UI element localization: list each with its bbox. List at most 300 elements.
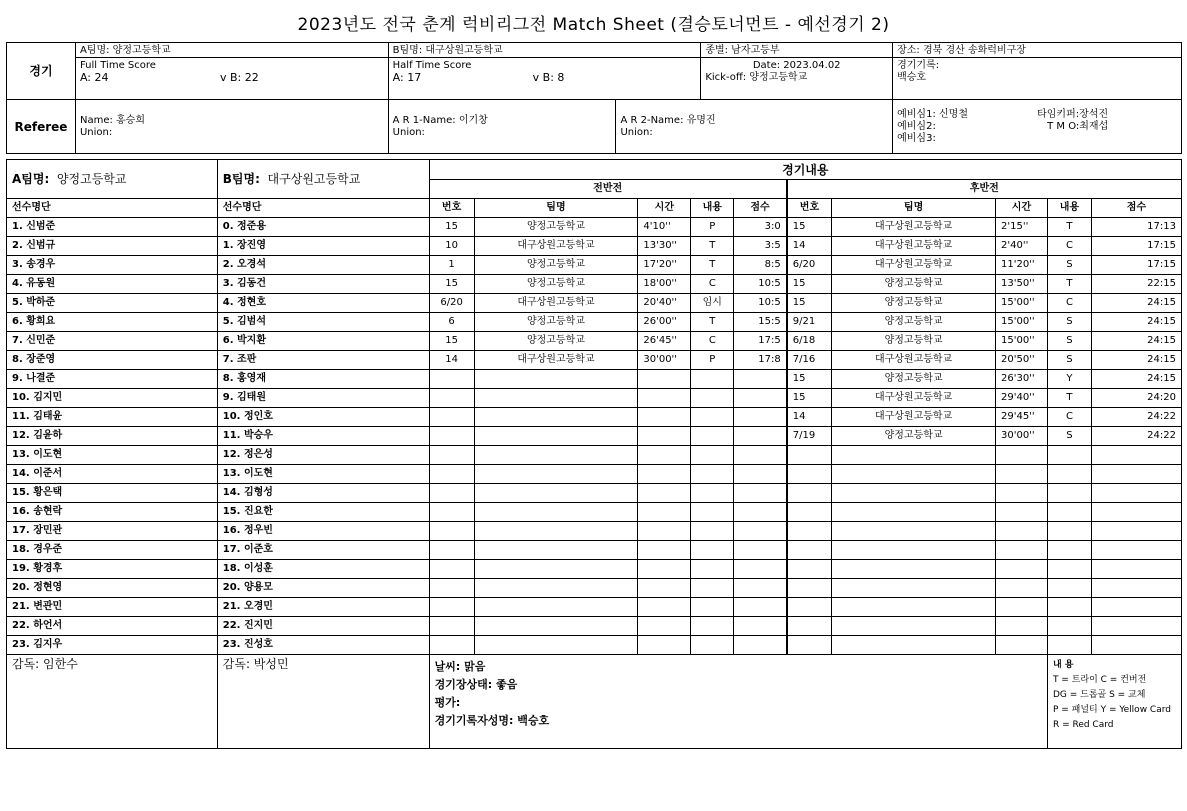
second-half-type: S bbox=[1047, 256, 1091, 275]
table-row bbox=[7, 598, 1182, 617]
first-half-score bbox=[734, 370, 787, 389]
second-half-time: 29'45'' bbox=[995, 408, 1047, 427]
first-half-type: T bbox=[691, 256, 734, 275]
first-half-no bbox=[429, 617, 474, 636]
team-b-info: B팀명: 대구상원고등학교 bbox=[388, 43, 701, 58]
first-half-score: 17:8 bbox=[734, 351, 787, 370]
player-b: 5. 김범석 bbox=[217, 313, 429, 332]
table-row bbox=[7, 465, 1182, 484]
first-half-team bbox=[474, 522, 638, 541]
second-half-no: 7/19 bbox=[787, 427, 832, 446]
ar1-name: A R 1-Name: 이기창 bbox=[392, 114, 488, 126]
player-b: 6. 박지환 bbox=[217, 332, 429, 351]
second-half-score bbox=[1091, 522, 1181, 541]
second-half-type: T bbox=[1047, 389, 1091, 408]
player-a: 23. 김지우 bbox=[7, 636, 218, 655]
second-half-col-team: 팀명 bbox=[832, 199, 996, 218]
second-half-time bbox=[995, 617, 1047, 636]
first-half-no bbox=[429, 636, 474, 655]
second-half-score: 17:15 bbox=[1091, 237, 1181, 256]
player-b: 4. 정현호 bbox=[217, 294, 429, 313]
player-b: 21. 오경민 bbox=[217, 598, 429, 617]
first-half-no bbox=[429, 446, 474, 465]
player-b: 16. 정우빈 bbox=[217, 522, 429, 541]
first-half-no bbox=[429, 370, 474, 389]
second-half-time bbox=[995, 503, 1047, 522]
first-half-no bbox=[429, 579, 474, 598]
second-half-team: 대구상원고등학교 bbox=[832, 351, 996, 370]
first-half-no bbox=[429, 503, 474, 522]
second-half-no bbox=[787, 560, 832, 579]
player-a: 8. 장준영 bbox=[7, 351, 218, 370]
player-b: 9. 김태원 bbox=[217, 389, 429, 408]
second-half-team: 양정고등학교 bbox=[832, 332, 996, 351]
referee-label: Referee bbox=[7, 100, 76, 154]
first-half-type bbox=[691, 579, 734, 598]
player-a: 22. 하언서 bbox=[7, 617, 218, 636]
second-half-time: 2'15'' bbox=[995, 218, 1047, 237]
ar1-info bbox=[388, 100, 616, 154]
second-half-type bbox=[1047, 503, 1091, 522]
second-half-time bbox=[995, 636, 1047, 655]
second-half-no bbox=[787, 636, 832, 655]
first-half-team bbox=[474, 503, 638, 522]
first-half-score bbox=[734, 522, 787, 541]
first-half-no: 10 bbox=[429, 237, 474, 256]
table-row bbox=[7, 351, 1182, 370]
first-half-score bbox=[734, 503, 787, 522]
player-b: 1. 장진영 bbox=[217, 237, 429, 256]
player-a: 13. 이도현 bbox=[7, 446, 218, 465]
first-half-time: 26'45'' bbox=[638, 332, 691, 351]
field-condition: 경기장상태: 좋음 bbox=[434, 678, 518, 691]
first-half-no: 6/20 bbox=[429, 294, 474, 313]
first-half-type: 임시 bbox=[691, 294, 734, 313]
half-time-label: Half Time Score bbox=[392, 60, 472, 71]
second-half-team: 대구상원고등학교 bbox=[832, 389, 996, 408]
table-row bbox=[7, 522, 1182, 541]
second-half-team bbox=[832, 522, 996, 541]
first-half-type bbox=[691, 484, 734, 503]
second-half-score: 24:22 bbox=[1091, 408, 1181, 427]
first-half-col-type: 내용 bbox=[691, 199, 734, 218]
table-row bbox=[7, 294, 1182, 313]
half-time-score bbox=[388, 58, 701, 100]
second-half-team bbox=[832, 579, 996, 598]
first-half-type bbox=[691, 636, 734, 655]
first-half-no: 14 bbox=[429, 351, 474, 370]
match-notes bbox=[429, 655, 1047, 749]
full-time-a: A: 24 bbox=[79, 71, 109, 84]
first-half-team: 대구상원고등학교 bbox=[474, 237, 638, 256]
second-half-no: 14 bbox=[787, 408, 832, 427]
second-half-type: Y bbox=[1047, 370, 1091, 389]
second-half-team: 양정고등학교 bbox=[832, 294, 996, 313]
reserve-info bbox=[893, 100, 1182, 154]
player-a: 14. 이준서 bbox=[7, 465, 218, 484]
first-half-score: 3:5 bbox=[734, 237, 787, 256]
first-half-team: 양정고등학교 bbox=[474, 218, 638, 237]
legend-line-2: DG = 드롭골 S = 교체 bbox=[1052, 690, 1146, 700]
first-half-type bbox=[691, 389, 734, 408]
second-half-time bbox=[995, 522, 1047, 541]
player-a: 18. 경우준 bbox=[7, 541, 218, 560]
second-half-type bbox=[1047, 579, 1091, 598]
player-a: 15. 황은택 bbox=[7, 484, 218, 503]
first-half-team bbox=[474, 370, 638, 389]
table-row bbox=[7, 503, 1182, 522]
first-half-score bbox=[734, 427, 787, 446]
first-half-type: P bbox=[691, 218, 734, 237]
full-time-label: Full Time Score bbox=[79, 60, 156, 71]
second-half-type: T bbox=[1047, 275, 1091, 294]
second-half-type bbox=[1047, 541, 1091, 560]
first-half-time bbox=[638, 446, 691, 465]
player-b: 13. 이도현 bbox=[217, 465, 429, 484]
first-half-team bbox=[474, 465, 638, 484]
first-half-team bbox=[474, 636, 638, 655]
referee-union: Union: bbox=[79, 126, 113, 138]
second-half-type bbox=[1047, 560, 1091, 579]
second-half-time: 11'20'' bbox=[995, 256, 1047, 275]
second-half-type bbox=[1047, 598, 1091, 617]
table-row bbox=[7, 237, 1182, 256]
first-half-team bbox=[474, 617, 638, 636]
first-half-score: 10:5 bbox=[734, 275, 787, 294]
first-half-no bbox=[429, 408, 474, 427]
record-label: 경기기록: bbox=[897, 60, 940, 71]
first-half-team bbox=[474, 579, 638, 598]
first-half-score: 10:5 bbox=[734, 294, 787, 313]
table-row bbox=[7, 446, 1182, 465]
first-half-type bbox=[691, 446, 734, 465]
second-half-no bbox=[787, 446, 832, 465]
second-half-type bbox=[1047, 446, 1091, 465]
second-half-time bbox=[995, 579, 1047, 598]
first-half-type bbox=[691, 617, 734, 636]
first-half-score bbox=[734, 560, 787, 579]
first-half-type: T bbox=[691, 237, 734, 256]
first-half-team bbox=[474, 560, 638, 579]
first-half-time bbox=[638, 636, 691, 655]
second-half-team: 양정고등학교 bbox=[832, 313, 996, 332]
roster-events-table bbox=[6, 159, 1182, 749]
first-half-type bbox=[691, 541, 734, 560]
first-half-time: 17'20'' bbox=[638, 256, 691, 275]
table-row bbox=[7, 636, 1182, 655]
match-date: Date: 2023.04.02 bbox=[752, 60, 841, 71]
ar1-union: Union: bbox=[392, 126, 425, 138]
second-half-time: 20'50'' bbox=[995, 351, 1047, 370]
team-a-info: A팀명: 양정고등학교 bbox=[75, 43, 388, 58]
second-half-type: T bbox=[1047, 218, 1091, 237]
first-half-team bbox=[474, 484, 638, 503]
second-half-time: 15'00'' bbox=[995, 294, 1047, 313]
player-b: 23. 진성호 bbox=[217, 636, 429, 655]
timekeeper: 타임키퍼:장석진 bbox=[1037, 108, 1109, 120]
first-half-time bbox=[638, 598, 691, 617]
first-half-score bbox=[734, 465, 787, 484]
ar2-union: Union: bbox=[620, 126, 653, 138]
table-row bbox=[7, 408, 1182, 427]
first-half-type bbox=[691, 560, 734, 579]
player-a: 7. 신민준 bbox=[7, 332, 218, 351]
first-half-no bbox=[429, 522, 474, 541]
second-half-team: 대구상원고등학교 bbox=[832, 408, 996, 427]
first-half-no bbox=[429, 541, 474, 560]
second-half-type bbox=[1047, 484, 1091, 503]
second-half-team: 대구상원고등학교 bbox=[832, 218, 996, 237]
reserve-referee-1: 예비심1: 신명철 bbox=[897, 108, 968, 120]
events-section-label: 경기내용 bbox=[429, 160, 1181, 180]
venue-info: 장소: 경북 경산 송화럭비구장 bbox=[893, 43, 1182, 58]
tmo: T M O:최재섭 bbox=[1047, 120, 1109, 132]
team-b-label: B팀명: bbox=[222, 172, 260, 186]
first-half-time: 26'00'' bbox=[638, 313, 691, 332]
second-half-no: 15 bbox=[787, 370, 832, 389]
second-half-team: 대구상원고등학교 bbox=[832, 256, 996, 275]
first-half-type: C bbox=[691, 332, 734, 351]
first-half-time bbox=[638, 503, 691, 522]
first-half-time: 30'00'' bbox=[638, 351, 691, 370]
team-a-coach: 감독: 임한수 bbox=[7, 655, 218, 749]
table-row bbox=[7, 579, 1182, 598]
second-half-no bbox=[787, 579, 832, 598]
legend-line-4: R = Red Card bbox=[1052, 720, 1114, 730]
table-row bbox=[7, 332, 1182, 351]
player-a: 6. 황희요 bbox=[7, 313, 218, 332]
first-half-team: 양정고등학교 bbox=[474, 275, 638, 294]
first-half-type: C bbox=[691, 275, 734, 294]
first-half-no bbox=[429, 484, 474, 503]
player-a: 5. 박하준 bbox=[7, 294, 218, 313]
second-half-time bbox=[995, 560, 1047, 579]
second-half-score: 24:15 bbox=[1091, 351, 1181, 370]
first-half-team bbox=[474, 427, 638, 446]
second-half-team: 양정고등학교 bbox=[832, 427, 996, 446]
first-half-time: 13'30'' bbox=[638, 237, 691, 256]
date-kickoff bbox=[701, 58, 893, 100]
second-half-score bbox=[1091, 617, 1181, 636]
legend-title: 내 용 bbox=[1052, 660, 1074, 670]
reserve-referee-2: 예비심2: bbox=[897, 120, 936, 132]
first-half-time bbox=[638, 522, 691, 541]
second-half-team bbox=[832, 503, 996, 522]
first-half-team bbox=[474, 598, 638, 617]
first-half-score bbox=[734, 408, 787, 427]
player-a: 2. 신범규 bbox=[7, 237, 218, 256]
player-b: 0. 정준용 bbox=[217, 218, 429, 237]
player-a: 9. 나결준 bbox=[7, 370, 218, 389]
player-b: 3. 김동건 bbox=[217, 275, 429, 294]
first-half-team: 양정고등학교 bbox=[474, 256, 638, 275]
first-half-time: 18'00'' bbox=[638, 275, 691, 294]
second-half-time bbox=[995, 446, 1047, 465]
first-half-col-team: 팀명 bbox=[474, 199, 638, 218]
second-half-no: 14 bbox=[787, 237, 832, 256]
first-half-no: 15 bbox=[429, 332, 474, 351]
table-row bbox=[7, 370, 1182, 389]
player-list-label-a: 선수명단 bbox=[7, 199, 218, 218]
table-row bbox=[7, 560, 1182, 579]
player-a: 17. 장민관 bbox=[7, 522, 218, 541]
first-half-no bbox=[429, 427, 474, 446]
second-half-time: 2'40'' bbox=[995, 237, 1047, 256]
record-info bbox=[893, 58, 1182, 100]
second-half-score bbox=[1091, 636, 1181, 655]
first-half-no: 1 bbox=[429, 256, 474, 275]
first-half-score bbox=[734, 598, 787, 617]
first-half-no bbox=[429, 389, 474, 408]
player-b: 2. 오경석 bbox=[217, 256, 429, 275]
second-half-no bbox=[787, 541, 832, 560]
second-half-no: 15 bbox=[787, 218, 832, 237]
second-half-no bbox=[787, 484, 832, 503]
table-row bbox=[7, 541, 1182, 560]
first-half-time: 20'40'' bbox=[638, 294, 691, 313]
table-row bbox=[7, 256, 1182, 275]
second-half-label: 후반전 bbox=[787, 180, 1182, 199]
half-time-b: v B: 8 bbox=[532, 71, 565, 84]
second-half-score bbox=[1091, 541, 1181, 560]
rating: 평가: bbox=[434, 696, 461, 709]
first-half-type: T bbox=[691, 313, 734, 332]
second-half-type bbox=[1047, 617, 1091, 636]
table-row bbox=[7, 617, 1182, 636]
first-half-col-time: 시간 bbox=[638, 199, 691, 218]
second-half-type: S bbox=[1047, 332, 1091, 351]
second-half-score: 17:13 bbox=[1091, 218, 1181, 237]
second-half-team bbox=[832, 541, 996, 560]
first-half-type bbox=[691, 503, 734, 522]
second-half-type: S bbox=[1047, 351, 1091, 370]
kickoff-team: Kick-off: 양정고등학교 bbox=[705, 72, 808, 83]
second-half-score: 24:22 bbox=[1091, 427, 1181, 446]
ar2-name: A R 2-Name: 유명진 bbox=[620, 114, 716, 126]
ar2-info bbox=[616, 100, 893, 154]
first-half-team bbox=[474, 446, 638, 465]
first-half-type bbox=[691, 370, 734, 389]
second-half-time: 29'40'' bbox=[995, 389, 1047, 408]
first-half-score bbox=[734, 389, 787, 408]
second-half-score: 24:15 bbox=[1091, 370, 1181, 389]
player-a: 16. 송현락 bbox=[7, 503, 218, 522]
player-b: 14. 김형성 bbox=[217, 484, 429, 503]
half-time-a: A: 17 bbox=[392, 71, 422, 84]
table-row bbox=[7, 389, 1182, 408]
second-half-no bbox=[787, 617, 832, 636]
team-a-name: 양정고등학교 bbox=[56, 172, 127, 186]
team-b-name: 대구상원고등학교 bbox=[267, 172, 361, 186]
sheet-title: 2023년도 전국 춘계 럭비리그전 Match Sheet (결승토너먼트 - 예선경기 2) bbox=[297, 15, 890, 35]
second-half-col-time: 시간 bbox=[995, 199, 1047, 218]
team-b-coach: 감독: 박성민 bbox=[217, 655, 429, 749]
second-half-time bbox=[995, 465, 1047, 484]
referee-info bbox=[75, 100, 388, 154]
first-half-score: 17:5 bbox=[734, 332, 787, 351]
first-half-time bbox=[638, 408, 691, 427]
second-half-team: 양정고등학교 bbox=[832, 370, 996, 389]
first-half-score bbox=[734, 579, 787, 598]
second-half-no: 9/21 bbox=[787, 313, 832, 332]
second-half-col-type: 내용 bbox=[1047, 199, 1091, 218]
full-time-score bbox=[75, 58, 388, 100]
second-half-team: 대구상원고등학교 bbox=[832, 237, 996, 256]
first-half-score bbox=[734, 484, 787, 503]
legend-line-1: T = 트라이 C = 컨버전 bbox=[1052, 675, 1147, 685]
first-half-score: 15:5 bbox=[734, 313, 787, 332]
player-a: 20. 정현영 bbox=[7, 579, 218, 598]
second-half-score bbox=[1091, 560, 1181, 579]
legend-line-3: P = 패널티 Y = Yellow Card bbox=[1052, 705, 1171, 715]
second-half-team bbox=[832, 636, 996, 655]
first-half-team bbox=[474, 389, 638, 408]
player-a: 1. 신범준 bbox=[7, 218, 218, 237]
game-label: 경기 bbox=[7, 43, 76, 100]
first-half-score bbox=[734, 617, 787, 636]
first-half-score bbox=[734, 446, 787, 465]
second-half-time bbox=[995, 484, 1047, 503]
second-half-col-score: 점수 bbox=[1091, 199, 1181, 218]
table-row bbox=[7, 218, 1182, 237]
second-half-no bbox=[787, 465, 832, 484]
player-b: 7. 조판 bbox=[217, 351, 429, 370]
second-half-score bbox=[1091, 598, 1181, 617]
player-b: 17. 이준호 bbox=[217, 541, 429, 560]
player-b: 12. 정은성 bbox=[217, 446, 429, 465]
recorder-name: 백승호 bbox=[897, 72, 927, 83]
first-half-score bbox=[734, 541, 787, 560]
first-half-time bbox=[638, 560, 691, 579]
second-half-time: 15'00'' bbox=[995, 332, 1047, 351]
first-half-team bbox=[474, 408, 638, 427]
player-b: 11. 박승우 bbox=[217, 427, 429, 446]
first-half-time bbox=[638, 465, 691, 484]
first-half-time bbox=[638, 484, 691, 503]
first-half-team: 대구상원고등학교 bbox=[474, 294, 638, 313]
recorder-signature: 경기기록자성명: 백승호 bbox=[434, 714, 550, 727]
second-half-time bbox=[995, 598, 1047, 617]
second-half-no bbox=[787, 598, 832, 617]
second-half-no: 6/18 bbox=[787, 332, 832, 351]
full-time-b: v B: 22 bbox=[219, 71, 259, 84]
table-row bbox=[7, 275, 1182, 294]
first-half-type bbox=[691, 465, 734, 484]
player-a: 21. 변관민 bbox=[7, 598, 218, 617]
first-half-time bbox=[638, 370, 691, 389]
team-b-header bbox=[217, 160, 429, 199]
first-half-time bbox=[638, 389, 691, 408]
second-half-time: 30'00'' bbox=[995, 427, 1047, 446]
second-half-team bbox=[832, 617, 996, 636]
second-half-time: 13'50'' bbox=[995, 275, 1047, 294]
first-half-no: 15 bbox=[429, 275, 474, 294]
second-half-col-no: 번호 bbox=[787, 199, 832, 218]
category-info: 종별: 남자고등부 bbox=[701, 43, 893, 58]
second-half-type: C bbox=[1047, 408, 1091, 427]
first-half-team bbox=[474, 541, 638, 560]
second-half-score: 22:15 bbox=[1091, 275, 1181, 294]
legend bbox=[1047, 655, 1181, 749]
second-half-type bbox=[1047, 465, 1091, 484]
first-half-type: P bbox=[691, 351, 734, 370]
second-half-team bbox=[832, 465, 996, 484]
match-info-table bbox=[6, 42, 1182, 154]
first-half-score: 3:0 bbox=[734, 218, 787, 237]
player-a: 12. 김윤하 bbox=[7, 427, 218, 446]
player-a: 11. 김태윤 bbox=[7, 408, 218, 427]
second-half-type: C bbox=[1047, 237, 1091, 256]
